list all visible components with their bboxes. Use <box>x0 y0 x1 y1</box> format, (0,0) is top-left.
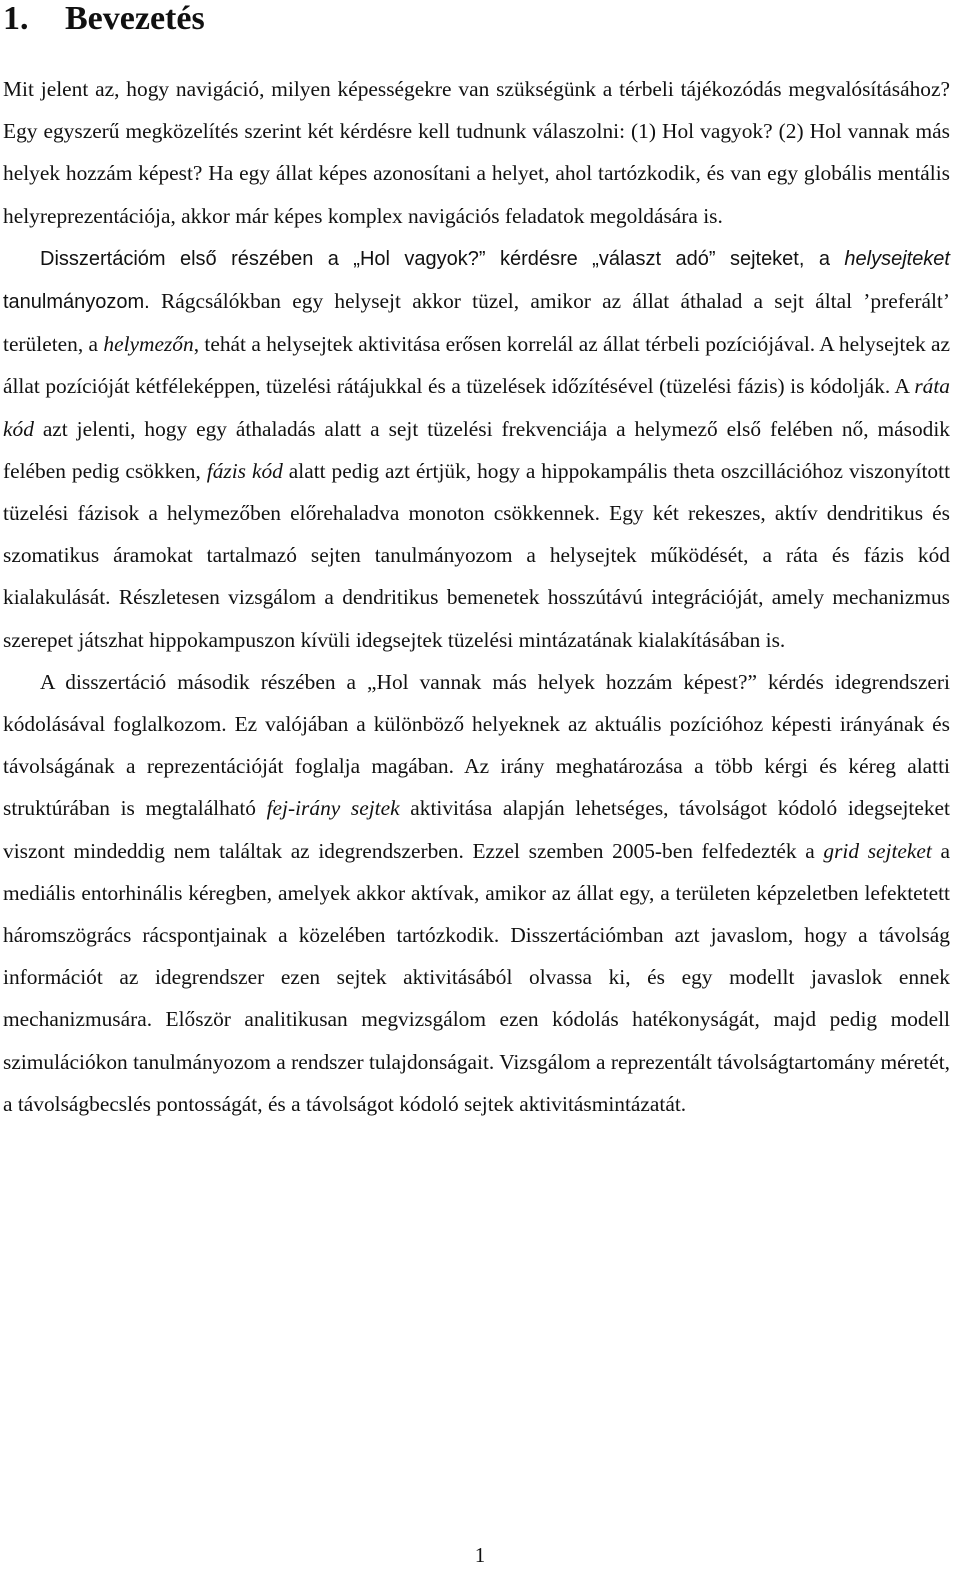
text-run: aktivitása alapján lehetséges, távolságot kódoló idegsejteket viszont mindeddig nem találtak az idegrendszerben. Ezzel szemben 2005-ben felfedezték a <box>3 796 950 863</box>
text-run: Rágcsálókban egy helysejt akkor tüzel, amikor az állat áthalad a sejt által ’preferált’ területen, a <box>3 289 950 357</box>
text-run: Mit jelent az, hogy navigáció, milyen képességekre van szükségünk a térbeli tájékozódás megvalósításához? Egy egyszerű megközelítés szerint két kérdésre kell tudnunk válaszolni: (1) Hol vagyok? (2) Hol vannak más helyek hozzám képest? Ha egy állat képes azonosítani a helyet, ahol tartózkodik, és van egy globális mentális helyreprezentációja, akkor már képes komplex navigációs feladatok megoldására is. <box>3 77 950 228</box>
emphasized-term: grid sejteket <box>823 838 932 863</box>
text-run: a mediális entorhinális kéregben, amelyek akkor aktívak, amikor az állat egy, a területen képzeletben lefektetett háromszögrács rácspontjainak a közelében tartózkodik. Disszertációmban azt javaslom, hogy a távolság információt az idegrendszer ezen sejtek aktivitásából olvassa ki, és egy modellt javaslok ennek mechanizmusára. Először analitikusan megvizsgálom ezen kódolás hatékonyságát, majd pedig modell szimulációkon tanulmányozom a rendszer tulajdonságait. Vizsgálom a reprezentált távolságtartomány méretét, a távolságbecslés pontosságát, és a távolságot kódoló sejtek aktivitásmintázatát. <box>3 838 950 1116</box>
emphasized-term: helysejteket <box>844 247 950 270</box>
text-run: , tehát a helysejtek aktivitása erősen korrelál az állat térbeli pozíciójával. A helysejtek az állat pozícióját kétféleképpen, tüzelési rátájukkal és a tüzelések időzítésével (tüzelési fázis) is kódolják. A <box>3 332 950 399</box>
paragraph <box>3 661 950 1125</box>
text-run: tanulmányozom. <box>3 291 150 314</box>
paragraph <box>3 237 950 661</box>
section-number: 1. <box>3 0 29 37</box>
text-run: azt jelenti, hogy egy áthaladás alatt a sejt tüzelési frekvenciája a helymező első felében nő, második felében pedig csökken, <box>3 416 950 483</box>
emphasized-term: fej-irány sejtek <box>266 796 400 821</box>
emphasized-term: ráta kód <box>3 374 950 441</box>
emphasized-term: helymezőn <box>103 332 194 357</box>
page-number: 1 <box>474 1543 486 1567</box>
text-run: Disszertációm első részében a „Hol vagyok?” kérdésre „választ adó” sejteket, a <box>40 247 845 270</box>
emphasized-term: fázis kód <box>206 458 283 483</box>
text-run: alatt pedig azt értjük, hogy a hippokampális theta oszcillációhoz viszonyított tüzelési fázisok a helymezőben előrehaladva monoton csökkennek. Egy két rekeszes, aktív dendritikus és szomatikus áramokat tartalmazó sejten tanulmányozom a helysejtek működését, a ráta és fázis kód kialakulását. Részletesen vizsgálom a dendritikus bemenetek hosszútávú integrációját, amely mechanizmus szerepet játszhat hippokampuszon kívüli idegsejtek tüzelési mintázatának kialakításában is. <box>3 458 951 652</box>
text-run: A disszertáció második részében a „Hol vannak más helyek hozzám képest?” kérdés idegrendszeri kódolásával foglalkozom. Ez valójában a különböző helyeknek az aktuális pozícióhoz képesti irányának és távolságának a reprezentációját foglalja magában. Az irány meghatározása a több kérgi és kéreg alatti struktúrában is megtalálható <box>3 669 950 821</box>
paragraph <box>3 68 950 237</box>
body-text <box>3 68 950 1125</box>
section-title: Bevezetés <box>65 0 205 37</box>
section-heading <box>3 0 205 38</box>
